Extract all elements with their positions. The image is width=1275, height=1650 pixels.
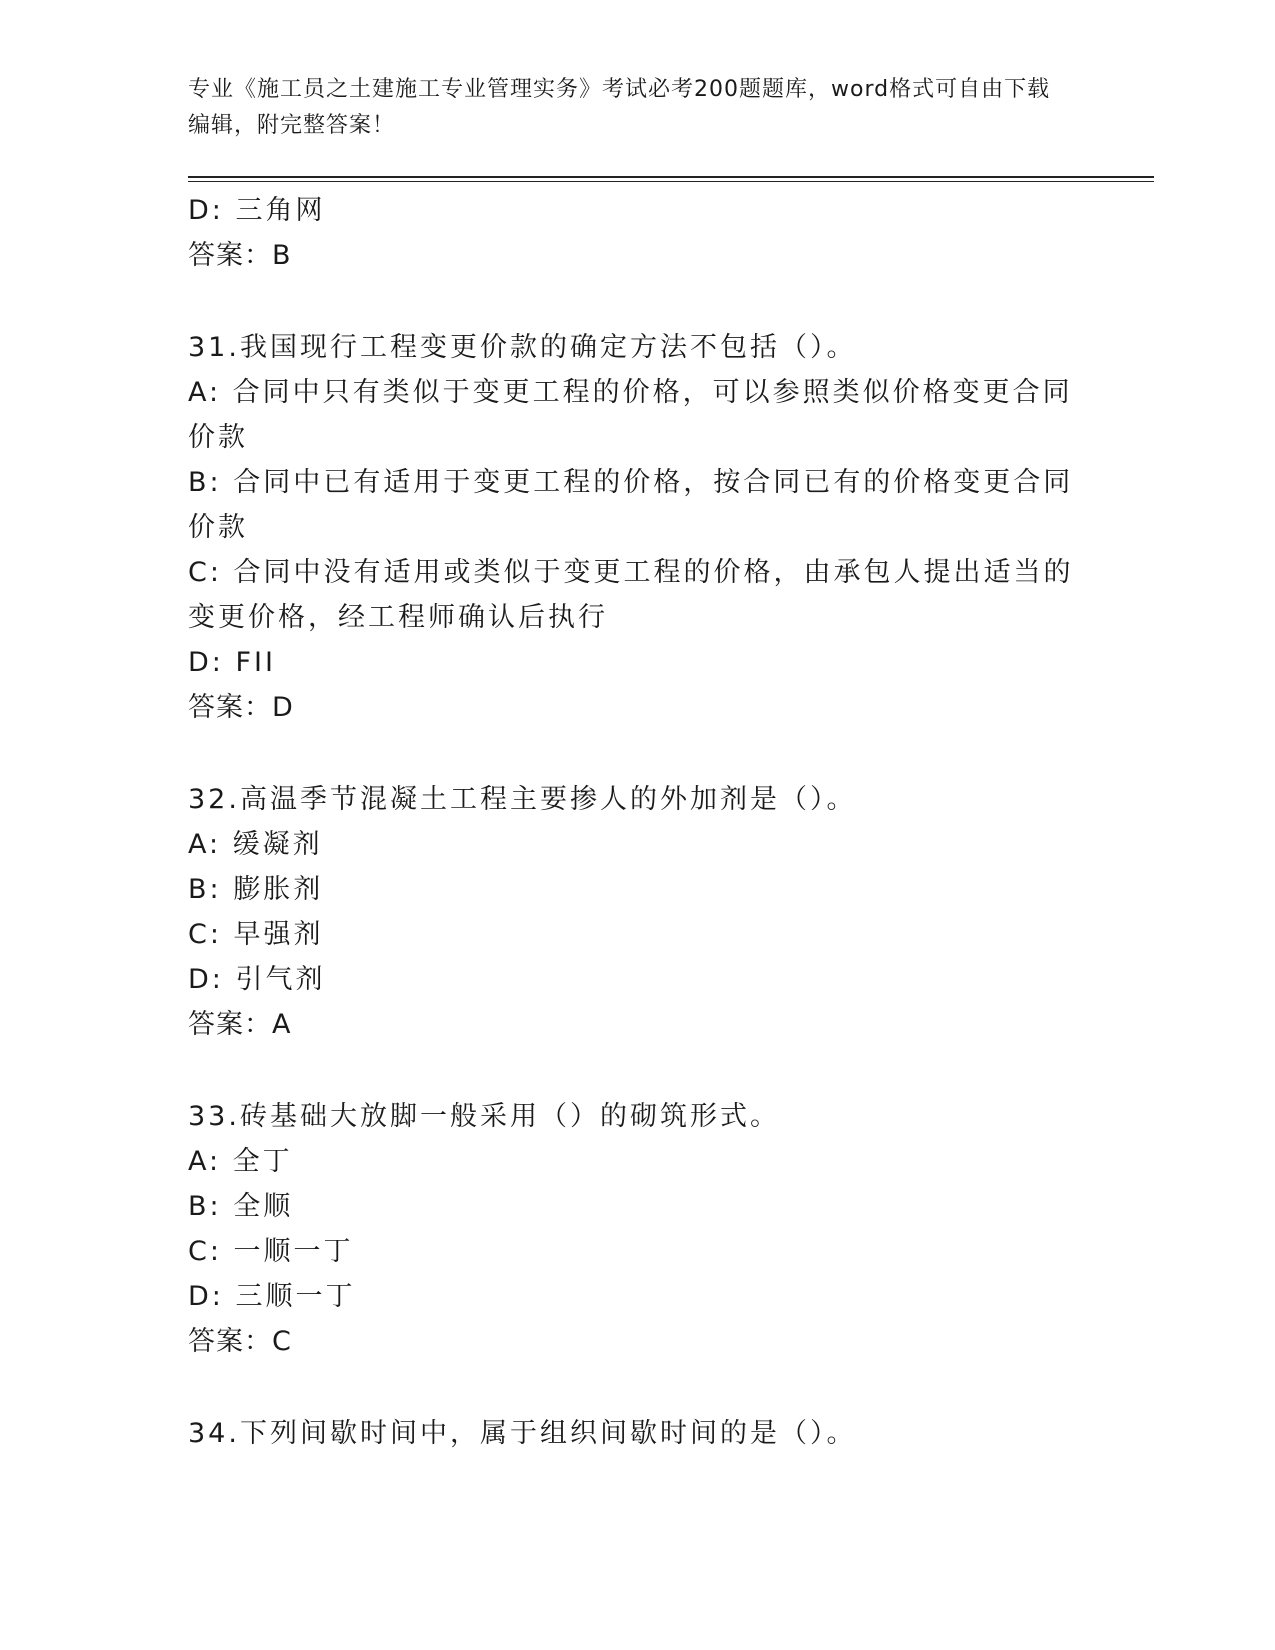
- answer-line: 答案：D: [188, 692, 294, 723]
- answer-line: 答案：A: [188, 1009, 292, 1040]
- question-list: [188, 188, 1088, 1456]
- option-c: C: 合同中没有适用或类似于变更工程的价格，由承包人提出适当的变更价格，经工程师确认后执行: [188, 557, 1074, 633]
- answer-line: 答案：B: [188, 240, 292, 271]
- header-rule-thin: [188, 181, 1154, 182]
- option-d: D: FII: [188, 647, 276, 678]
- question-stem: 31.我国现行工程变更价款的确定方法不包括（）。: [188, 332, 857, 363]
- question-stem: 33.砖基础大放脚一般采用（）的砌筑形式。: [188, 1101, 780, 1132]
- option-d: D: 三角网: [188, 195, 326, 226]
- answer-line: 答案：C: [188, 1326, 292, 1357]
- option-a: A: 全丁: [188, 1146, 293, 1177]
- option-d: D: 引气剂: [188, 964, 326, 995]
- option-b: B: 全顺: [188, 1191, 294, 1222]
- question-34: [188, 1411, 1088, 1456]
- question-32: [188, 777, 1088, 1048]
- option-b: B: 合同中已有适用于变更工程的价格，按合同已有的价格变更合同价款: [188, 467, 1074, 543]
- option-b: B: 膨胀剂: [188, 874, 324, 905]
- question-31: [188, 325, 1088, 731]
- question-stem: 32.高温季节混凝土工程主要掺人的外加剂是（）。: [188, 784, 857, 815]
- document-header: 专业《施工员之土建施工专业管理实务》考试必考200题题库，word格式可自由下载编辑，附完整答案！: [188, 77, 1051, 138]
- question-33: [188, 1094, 1088, 1365]
- option-a: A: 合同中只有类似于变更工程的价格，可以参照类似价格变更合同价款: [188, 377, 1073, 453]
- option-d: D: 三顺一丁: [188, 1281, 356, 1312]
- option-a: A: 缓凝剂: [188, 829, 323, 860]
- option-c: C: 早强剂: [188, 919, 324, 950]
- option-c: C: 一顺一丁: [188, 1236, 354, 1267]
- header-rule-thick: [188, 176, 1154, 178]
- question-stem: 34.下列间歇时间中，属于组织间歇时间的是（）。: [188, 1418, 857, 1449]
